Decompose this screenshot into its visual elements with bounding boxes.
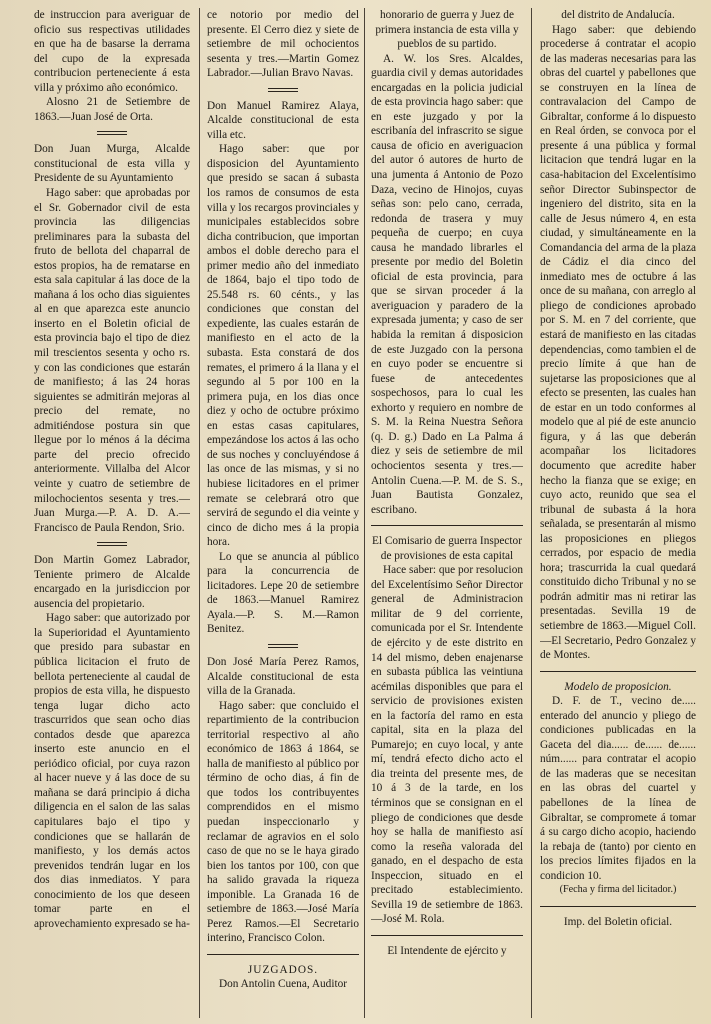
notice-gomez-body: Hago saber: que autorizado por la Superioridad el Ayuntamiento que presido para subastar en pública licitacion el fruto de bellota perteneciente al caudal de propios de esta villa, he dispuesto tenga lugar dicho acto trascurridos que sean ocho dias contados desde que aparezca inserto este anuncio en el periódico oficial, por cuya razon al hacer nueve y á las doce de su mañana se dará principio á dicha diligencia en el salon de las salas capitulares bajo el tipo y condiciones que se hallarán de manifiesto, y los demás actos prevenidos tendrán lugar en los dos dias inmediatos. Y para conocimiento de los que deseen tomar parte en el aprovechamiento expresado se ha-: [34, 612, 190, 930]
notice-comisario-heading: El Comisario de guerra Inspector de provisiones de esta capital: [372, 535, 522, 562]
notice-intendente-heading: El Intendente de ejército y: [387, 944, 507, 957]
section-rule: [207, 954, 359, 955]
notice-gomez-continued: ce notorio por medio del presente. El Cerro diez y siete de setiembre de mil ochocientos sesenta y tres.—Martin Gomez Labrador.—Julian Bravo Navas.: [207, 9, 359, 80]
notice-comisario-body: Hace saber: que por resolucion del Excelentísimo Señor Director general de Administracion militar de 9 del corriente, comunicada por el Sr. Intendente de ejército y de este distrito en 14 del mismo, deben enajenarse en subasta pública las veintiuna acémilas disponibles que para el servicio de provisiones existen en la factoría del ramo en esta capital, sita en la plaza del Pumarejo; en cuyo local, y ante mí, tendrá efecto dicho acto el dia treinta del presente mes, de 10 á 3 de la tarde, en los términos que se consignan en el pliego de condiciones que desde hoy se halla de manifiesto así como la reseña valorada del ganado, en el despacho de esta Inspeccion, situado en el precitado establecimiento. Sevilla 19 de setiembre de 1863.—José M. Rola.: [371, 564, 523, 926]
model-proposal-title: Modelo de proposicion.: [564, 680, 672, 693]
separator: [268, 88, 298, 92]
column-rule: [531, 8, 532, 1018]
column-2: [207, 8, 359, 1018]
printer-imprint: Imp. del Boletin oficial.: [563, 915, 673, 928]
section-heading-juzgados: JUZGADOS.: [247, 963, 319, 976]
notice-ramirez-heading: Don Manuel Ramirez Alaya, Alcalde constitucional de esta villa etc.: [207, 99, 359, 141]
separator: [268, 644, 298, 648]
separator: [97, 542, 127, 546]
notice-cuena-heading: Don Antolin Cuena, Auditor: [218, 978, 348, 991]
notice-alosno-body: de instruccion para averiguar de oficio sus respectivas utilidades en que ha de basarse la derrama del cupo de la expresada contribucion perteneciente á esta villa y próximo año económico.: [34, 9, 190, 94]
column-4: [540, 8, 696, 1018]
model-proposal-body: D. F. de T., vecino de..... enterado del anuncio y pliego de condiciones publicadas en la Gaceta del dia...... de...... de...... núm...... para contratar el acopio de las maderas que se necesitan en las obras del cuartel y pabellones de la línea de Gibraltar, se compromete á tomar á su cargo dicho acopio, haciendo la rebaja de (tanto) por ciento en los precios límites fijados en la condicion 10.: [540, 695, 696, 882]
notice-murga-heading: Don Juan Murga, Alcalde constitucional de esta villa y Presidente de su Ayuntamiento: [34, 143, 190, 185]
notice-perez-heading: Don José María Perez Ramos, Alcalde constitucional de esta villa de la Granada.: [207, 655, 359, 698]
column-rule: [199, 8, 200, 1018]
section-rule: [540, 906, 696, 907]
notice-alosno-signature: Alosno 21 de Setiembre de 1863.—Juan José de Orta.: [34, 96, 190, 123]
notice-intendente-body: Hago saber: que debiendo procederse á contratar el acopio de las maderas necesarias para las obras del cuartel y pabellones que se construyen en la línea de contravalacion del Campo de Gibraltar, conforme á lo dispuesto en Real órden, se convoca por el presente á una pública y formal licitacion que tendrá lugar en la casa-habitacion del Excelentísimo señor Director Subinspector de ingeniero del distrito, sita en la calle de Jesus número 4, en esta ciudad, y simultáneamente en la Comandancia del arma de la plaza de Cádiz el dia cinco del inmediato mes de octubre á las once de su mañana, con arreglo al pliego de condiciones aprobado por S. M. en 7 del corriente, que estará de manifiesto en las citadas dependencias, como tambien el de precio límite á que han de sujetarse las proposiciones que al efecto se presenten, las cuales han de estar en un todo conformes al modelo que al pié de este anuncio figura, y á las que deberán acompañar los licitadores documento que acredite haber hecho la fianza que se exige; en cuyo acto, reunido que sea el tribunal de subasta á la hora señalada, se presentarán al mismo las proposiciones en pliegos cerrados, por espacio de media hora; trascurrida la cual quedará constituido dicho Tribunal y no se podrán admitir mas ni retirar las presentadas. Sevilla 19 de setiembre de 1863.—Miguel Coll.—El Secretario, Pedro Gonzalez y de Montes.: [540, 23, 696, 662]
notice-murga-body: Hago saber: que aprobadas por el Sr. Gobernador civil de esta provincia las diligencias preliminares para la subasta del fruto de bellota del chaparral de estos propios, ha de rematarse en esta sala capitular á las doce de la mañana á los ocho dias siguientes al en que aparezca este anuncio inserto en el Boletin oficial de esta provincia bajo el tipo de diez mil trescientos sesenta y ocho rs. y con las condiciones que estarán de manifiesto; á las 24 horas siguientes se admitirán mejoras al precio del remate, no admitiéndose postura sin que llegue por lo ménos á la décima parte del precio ofrecido anteriormente. Villalba del Alcor veinte y cuatro de setiembre de milochocientos sesenta y tres.—Juan Murga.—P. A. D. A.—Francisco de Paula Rendon, Srio.: [34, 187, 190, 534]
notice-gomez-heading: Don Martin Gomez Labrador, Teniente primero de Alcalde encargado en la jurisdiccion por ausencia del propietario.: [34, 554, 190, 610]
notice-cuena-heading-continued: honorario de guerra y Juez de primera instancia de esta villa y pueblos de su partido.: [375, 9, 519, 51]
section-rule: [371, 525, 523, 526]
notice-ramirez-closing: Lo que se anuncia al público para la concurrencia de licitadores. Lepe 20 de setiembre de 1863.—Manuel Ramirez Ayala.—P. S. M.—Ramon Benitez.: [207, 550, 359, 636]
column-3: [371, 8, 523, 1018]
notice-ramirez-body: Hago saber: que por disposicion del Ayuntamiento que presido se sacan á subasta los ramos de consumos de esta villa y los recargos provinciales y municipales establecidos sobre dicha contribucion, que importan ambos el doble derecho para el primer medio año del inmediato de 1864, bajo el tipo todo de 25.548 rs. 60 cénts., y las condiciones que constan del expediente, las cuales estarán de manifiesto en el acto de la subasta. Esta constará de dos remates, el primero á la llana y el segundo al 5 por 100 en la primera puja, en los dias once diez y ocho de octubre próximo en estas casas capitulares, empezándose los actos á las ocho de sus noches y concluyéndose á las once de las mismas, y si no hubiese licitadores en el primer remate se celebrará otro que servirá de segundo el dia veinte y cinco de dicho mes á la propia hora.: [207, 143, 359, 549]
notice-perez-body: Hago saber: que concluido el repartimiento de la contribucion territorial respectivo al año económico de 1863 á 1864, se halla de manifiesto al público por término de ocho dias, á fin de que todos los contribuyentes comprendidos en el mismo puedan inspeccionarlo y reclamar de agravios en el solo caso de que no se le haya girado bien los tantos por 100, con que ha salido gravada la riqueza imponible. La Granada 16 de setiembre de 1863.—José María Perez Ramos.—El Secretario interino, Francisco Colon.: [207, 699, 359, 945]
section-rule: [540, 671, 696, 672]
column-rule: [364, 8, 365, 1018]
notice-intendente-heading-continued: del distrito de Andalucía.: [561, 9, 675, 21]
column-1: [34, 8, 190, 1018]
notice-cuena-body: A. W. los Sres. Alcaldes, guardia civil y demas autoridades encargadas en la policia judicial de esta provincia hago saber: que en este juzgado y por la escribanía del infrascrito se sigue causa de oficio en averiguacion del autor ó autores de hurto de una jumenta á Antonio de Pozo Daza, vecino de Hinojos, cuyas señas son: pelo cano, cerrada, redonda de trasera y muy pequeña de cuerpo; en cuya causa he mandado librarles el presente por medio del Boletin oficial de esta provincia, para que se sirvan proceder á la averiguacion y paradero de la expresada jumenta; y caso de ser habida la remitan á disposicion de este Juzgado con la persona en cuyo poder se encuentre si fuese de antecedentes sospechosos, para lo cual les exhorto y requiero en nombre de S. M. la Reina Nuestra Señora (q. D. g.) Dado en La Palma á diez y seis de setiembre de mil ochocientos sesenta y tres.—Antolin Cuena.—P. M. de S. S., Juan Bautista Gonzalez, escribano.: [371, 52, 523, 516]
model-proposal-signature: (Fecha y firma del licitador.): [559, 884, 677, 896]
separator: [97, 131, 127, 135]
section-rule: [371, 935, 523, 936]
